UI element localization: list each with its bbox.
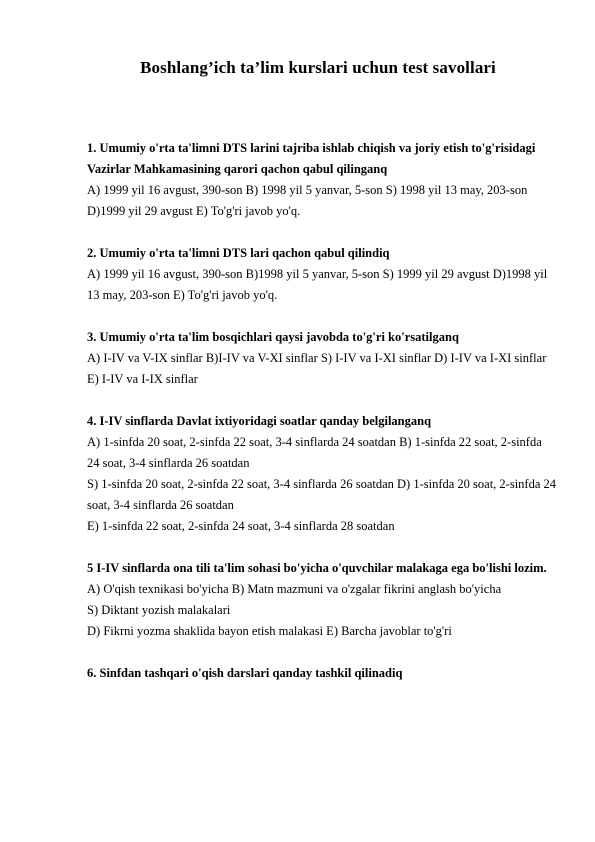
answer-options: A) 1999 yil 16 avgust, 390-son B) 1998 yil 5 yanvar, 5-son S) 1998 yil 13 may, 203-son D)1999 yil 29 avgust E) To'g'ri javob yo'q.: [87, 183, 528, 218]
question-text: 5 I-IV sinflarda ona tili ta'lim sohasi bo'yicha o'quvchilar malakaga ega bo'lishi lozim.: [87, 561, 547, 575]
answer-options: A) 1-sinfda 20 soat, 2-sinfda 22 soat, 3-4 sinflarda 24 soatdan B) 1-sinfda 22 soat, 2-sinfda 24 soat, 3-4 sinflarda 26 soatdan: [87, 435, 542, 470]
answer-options: A) O'qish texnikasi bo'yicha B) Matn mazmuni va o'zgalar fikrini anglash bo'yicha: [87, 582, 502, 596]
answer-options: S) 1-sinfda 20 soat, 2-sinfda 22 soat, 3-4 sinflarda 26 soatdan D) 1-sinfda 20 soat, 2-sinfda 24 soat, 3-4 sinflarda 26 soatdan: [87, 477, 557, 512]
answer-options: E) 1-sinfda 22 soat, 2-sinfda 24 soat, 3-4 sinflarda 28 soatdan: [87, 519, 395, 533]
question-1: [87, 138, 557, 222]
question-5: [87, 558, 557, 642]
question-text: 4. I-IV sinflarda Davlat ixtiyoridagi soatlar qanday belgilanganq: [87, 414, 432, 428]
answer-options: A) I-IV va V-IX sinflar B)I-IV va V-XI sinflar S) I-IV va I-XI sinflar D) I-IV va I-XI sinflar E) I-IV va I-IX sinflar: [87, 351, 547, 386]
question-text: 1. Umumiy o'rta ta'limni DTS larini tajriba ishlab chiqish va joriy etish to'g'risidagi Vazirlar Mahkamasining qarori qachon qabul qilinganq: [87, 141, 536, 176]
question-6: [87, 663, 557, 684]
question-text: 3. Umumiy o'rta ta'lim bosqichlari qaysi javobda to'g'ri ko'rsatilganq: [87, 330, 459, 344]
question-4: [87, 411, 557, 537]
question-3: [87, 327, 557, 390]
question-text: 2. Umumiy o'rta ta'limni DTS lari qachon qabul qilindiq: [87, 246, 390, 260]
page-title: Boshlang’ich ta’lim kurslari uchun test savollari: [140, 58, 496, 77]
question-list: [87, 138, 557, 705]
question-2: [87, 243, 557, 306]
answer-options: D) Fikrni yozma shaklida bayon etish malakasi E) Barcha javoblar to'g'ri: [87, 624, 452, 638]
answer-options: A) 1999 yil 16 avgust, 390-son B)1998 yil 5 yanvar, 5-son S) 1999 yil 29 avgust D)1998 yil 13 may, 203-son E) To'g'ri javob yo'q.: [87, 267, 548, 302]
question-text: 6. Sinfdan tashqari o'qish darslari qanday tashkil qilinadiq: [87, 666, 403, 680]
answer-options: S) Diktant yozish malakalari: [87, 603, 231, 617]
